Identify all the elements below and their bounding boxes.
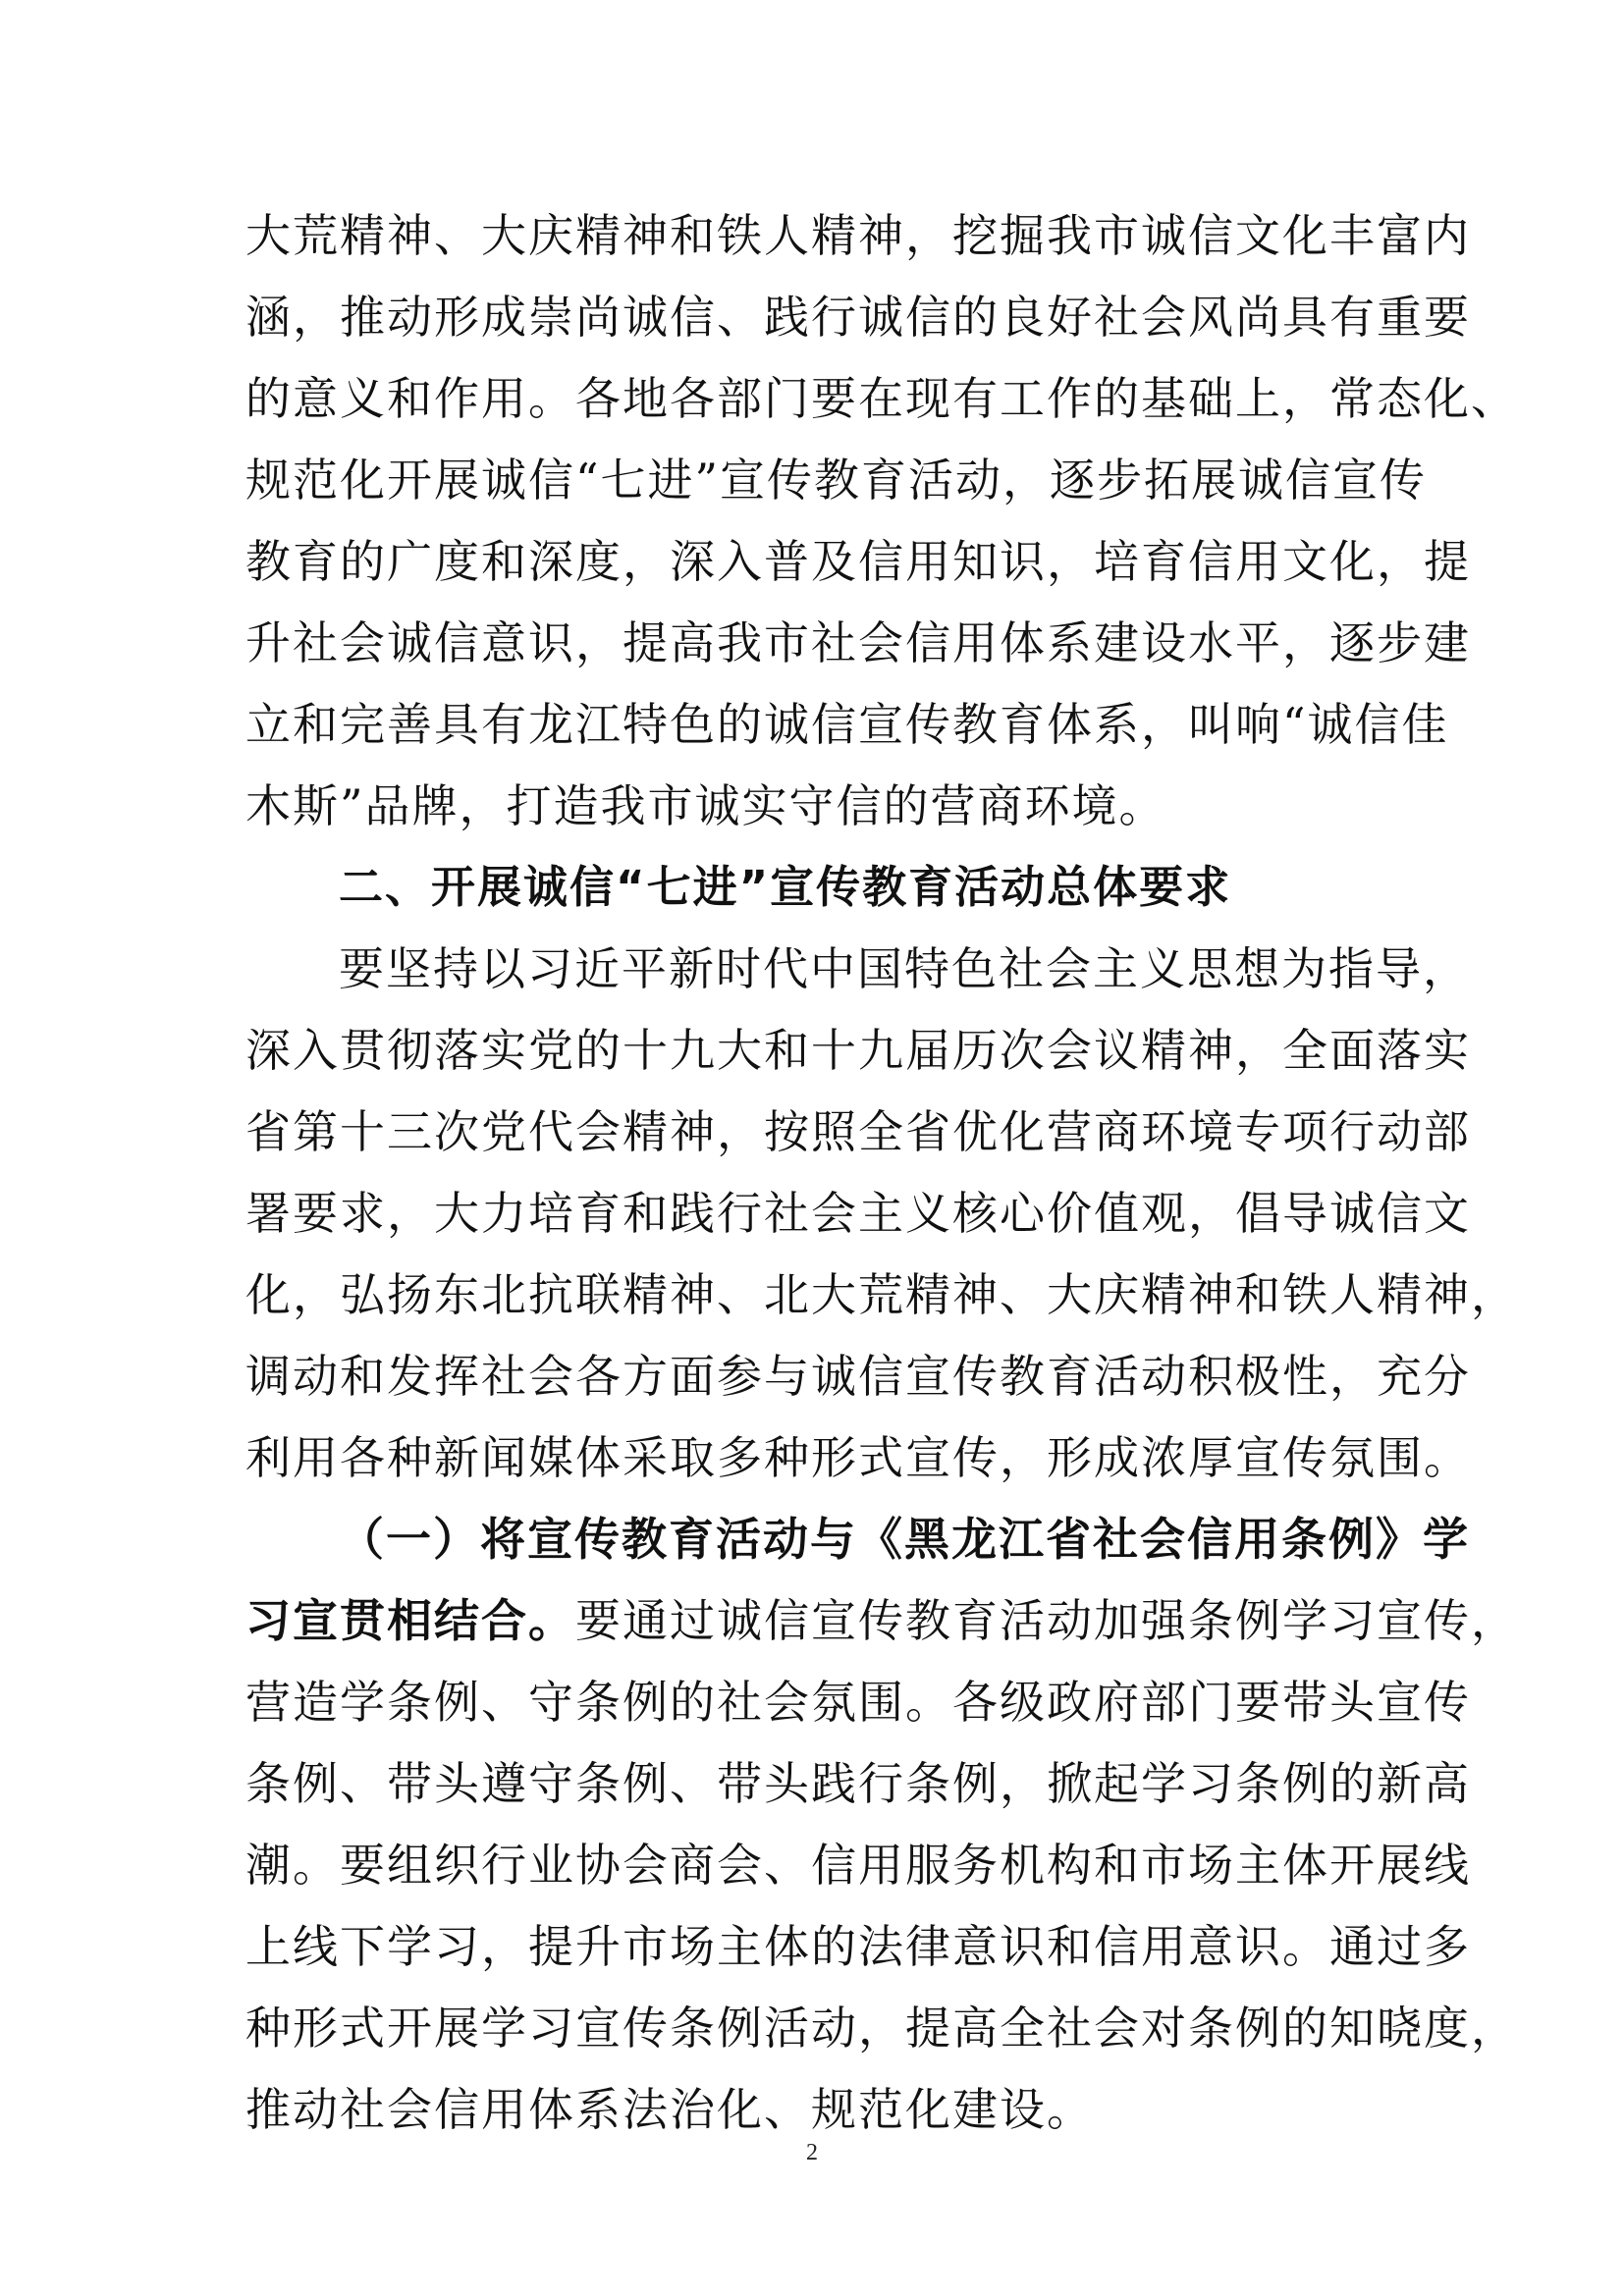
page-number: 2 (806, 2140, 818, 2165)
paragraph-2-line-2: 深入贯彻落实党的十九大和十九届历次会议精神，全面落实 (245, 1024, 1471, 1077)
subsection-line-7: 种形式开展学习宣传条例活动，提高全社会对条例的知晓度， (245, 2002, 1518, 2055)
paragraph-1-line-5: 教育的广度和深度，深入普及信用知识，培育信用文化，提 (245, 535, 1471, 588)
paragraph-2-line-3: 省第十三次党代会精神，按照全省优化营商环境专项行动部 (245, 1105, 1471, 1158)
paragraph-2-line-1: 要坚持以习近平新时代中国特色社会主义思想为指导， (339, 942, 1470, 995)
paragraph-2-line-7: 利用各种新闻媒体采取多种形式宣传，形成浓厚宣传氛围。 (245, 1431, 1471, 1484)
section-heading: 二、开展诚信“七进”宣传教育活动总体要求 (339, 861, 1232, 913)
subsection-line-2-text: 要通过诚信宣传教育活动加强条例学习宣传， (575, 1594, 1518, 1647)
subsection-line-6: 上线下学习，提升市场主体的法律意识和信用意识。通过多 (245, 1920, 1471, 1973)
paragraph-2-line-6: 调动和发挥社会各方面参与诚信宣传教育活动积极性，充分 (245, 1350, 1471, 1403)
paragraph-1-line-1: 大荒精神、大庆精神和铁人精神，挖掘我市诚信文化丰富内 (245, 209, 1471, 262)
subsection-line-8: 推动社会信用体系法治化、规范化建设。 (245, 2083, 1094, 2136)
subsection-title-line-2: 习宣贯相结合。 (245, 1594, 575, 1647)
paragraph-2-line-5: 化，弘扬东北抗联精神、北大荒精神、大庆精神和铁人精神， (245, 1268, 1518, 1321)
paragraph-1-line-4: 规范化开展诚信“七进”宣传教育活动，逐步拓展诚信宣传 (245, 454, 1428, 507)
subsection-line-4: 条例、带头遵守条例、带头践行条例，掀起学习条例的新高 (245, 1757, 1471, 1810)
paragraph-1-line-2: 涵，推动形成崇尚诚信、践行诚信的良好社会风尚具有重要 (245, 291, 1471, 344)
paragraph-1-line-7: 立和完善具有龙江特色的诚信宣传教育体系，叫响“诚信佳 (245, 698, 1449, 751)
subsection-line-3: 营造学条例、守条例的社会氛围。各级政府部门要带头宣传 (245, 1676, 1471, 1729)
paragraph-1-line-3: 的意义和作用。各地各部门要在现有工作的基础上，常态化、 (245, 372, 1518, 425)
paragraph-1-line-8: 木斯”品牌，打造我市诚实守信的营商环境。 (245, 779, 1166, 832)
paragraph-2-line-4: 署要求，大力培育和践行社会主义核心价值观，倡导诚信文 (245, 1187, 1471, 1240)
paragraph-1-line-6: 升社会诚信意识，提高我市社会信用体系建设水平，逐步建 (245, 616, 1471, 669)
subsection-line-2 (245, 1581, 1518, 1660)
subsection-line-5: 潮。要组织行业协会商会、信用服务机构和市场主体开展线 (245, 1839, 1471, 1892)
subsection-title-line-1: （一）将宣传教育活动与《黑龙江省社会信用条例》学 (339, 1513, 1470, 1566)
